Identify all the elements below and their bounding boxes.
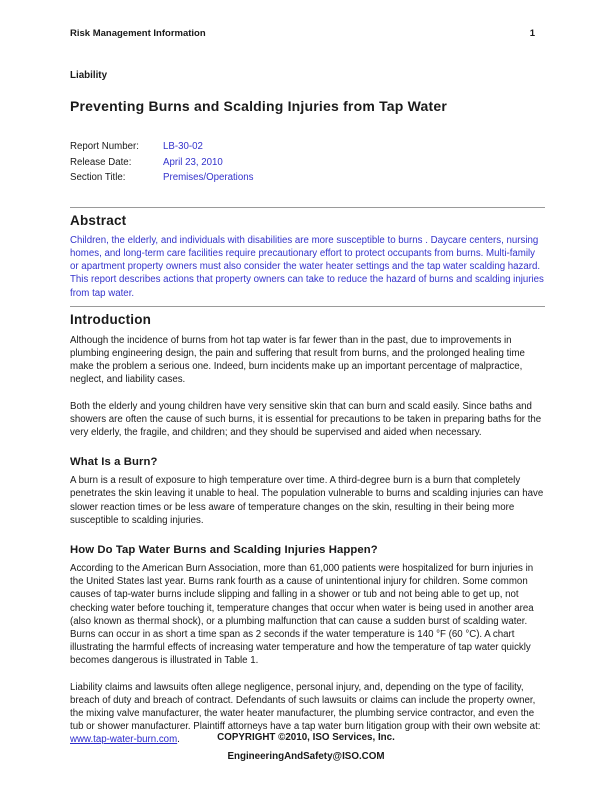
section-divider [70,306,545,307]
meta-row-report-number [70,139,545,155]
header-title: Risk Management Information [70,28,206,39]
section-divider [70,207,545,208]
liability-claims-text: Liability claims and lawsuits often allege negligence, personal injury, and, depending on the type of facility, breach of duty and breach of contract. Defendants of such lawsuits or claims can include the property owner, the mixing valve manufacturer, the water heater manufacturer, the plumbing service contractor, and even the tub or shower manufacturer. Plaintiff attorneys have a tap water burn litigation group with their own website at: [70,681,541,733]
meta-label: Section Title: [70,172,126,184]
abstract-text: Children, the elderly, and individuals with disabilities are more susceptible to burns . Daycare centers, nursing homes, and long-term care facilities require precautionary effort to protect occupants from burns. Multi-family or apartment property owners must also consider the water heater settings and the tap water scalding hazard. This report describes actions that property owners can take to reduce the hazard of burns and scalding injuries from tap water. [70,234,544,299]
meta-value: LB-30-02 [163,141,203,152]
introduction-paragraph-2: Both the elderly and young children have very sensitive skin that can burn and scald easily. Since baths and showers are often the cause of such burns, it is essential for precautions to be taken in preparing baths for the very elderly, the fragile, and children; and they should be supervised and aided when necessary. [70,400,542,439]
document-title: Preventing Burns and Scalding Injuries from Tap Water [70,98,447,114]
what-is-a-burn-heading: What Is a Burn? [70,456,158,469]
how-do-burns-happen-paragraph-1: According to the American Burn Association, more than 61,000 patients were hospitalized for burn injuries in the United States last year. Burns rank fourth as a cause of unintentional injury for children. Some common causes of tap-water burns include slipping and falling in a shower or tub and not being able to get up, not checking water before touching it, temperature changes that occur when water is being used in another area (also known as thermal shock), or a plumbing malfunction that can cause a sudden burst of scalding water. Burns can occur in as short a time span as 2 seconds if the water temperature is 140 °F (60 °C). A chart illustrating the harmful effects of increasing water temperature and how the temperature of tap water quickly becomes dangerous is illustrated in Table 1. [70,563,534,667]
meta-row-release-date [70,155,545,171]
what-is-a-burn-paragraph: A burn is a result of exposure to high temperature over time. A third-degree burn is a burn that completely penetrates the skin leaving it unable to heal. The population vulnerable to burns and scalding injuries can have slower reaction times or be less aware of temperature changes on the skin, resulting in their being more susceptible to scalding injuries. [70,475,544,526]
introduction-heading: Introduction [70,311,152,327]
page-header [70,28,545,39]
sentence-period: . [177,734,180,746]
how-do-burns-happen-heading: How Do Tap Water Burns and Scalding Injuries Happen? [70,544,378,557]
tap-water-burn-link[interactable]: www.tap-water-burn.com [70,734,178,746]
meta-label: Release Date: [70,156,132,168]
page-number: 1 [529,28,535,39]
meta-value: Premises/Operations [163,172,254,184]
copyright-line: COPYRIGHT ©2010, ISO Services, Inc. [217,732,395,743]
contact-email: EngineeringAndSafety@ISO.COM [227,751,385,762]
abstract-heading: Abstract [70,212,127,228]
meta-row-section-title [70,170,545,186]
report-meta [70,139,545,186]
meta-value: April 23, 2010 [163,156,223,168]
category-label: Liability [70,70,108,81]
meta-label: Report Number: [70,141,139,152]
introduction-paragraph-1: Although the incidence of burns from hot tap water is far fewer than in the past, due to improvements in plumbing engineering design, the pain and suffering that result from burns, and the prolonged healing time make the problem a serious one. Indeed, burn incidents make up an important percentage of malpractice, neglect, and liability cases. [70,334,525,386]
page-footer [0,728,612,766]
